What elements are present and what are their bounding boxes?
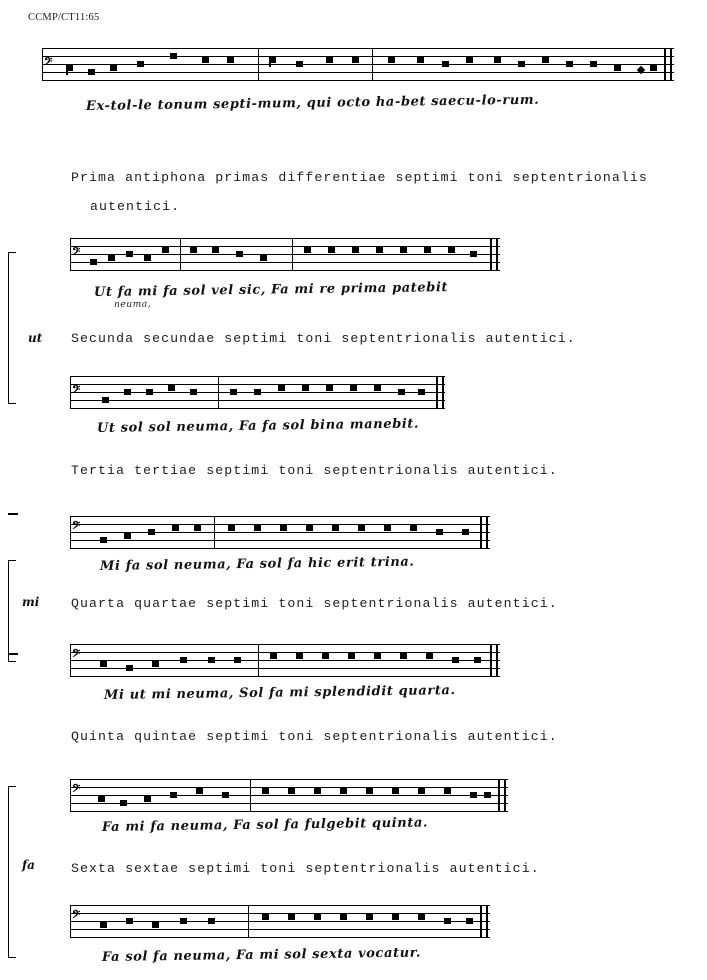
note [566, 61, 573, 67]
note [400, 247, 407, 253]
staff-system-7 [70, 905, 490, 939]
note [384, 525, 391, 531]
note [208, 918, 215, 924]
staff-line [70, 516, 490, 517]
note [180, 657, 187, 663]
note [152, 922, 159, 928]
staff-line [70, 811, 508, 812]
staff-line [70, 644, 500, 645]
barline-final [496, 238, 498, 271]
note [102, 397, 109, 403]
note [542, 57, 549, 63]
barline-final [486, 905, 488, 938]
lyrics-system-2: Ut fa mi fa sol vel sic, Fa mi re prima patebit [93, 280, 449, 300]
staff-system-2 [70, 238, 500, 272]
staff-system-3 [70, 376, 445, 410]
note [296, 653, 303, 659]
staff-system-6 [70, 779, 508, 813]
note [376, 247, 383, 253]
note [650, 65, 657, 71]
note [326, 57, 333, 63]
barline-final [664, 48, 666, 81]
margin-dash-top [8, 513, 18, 515]
margin-label-mi: mi [22, 595, 40, 609]
barline-final [490, 644, 492, 677]
barline [248, 905, 249, 938]
note [227, 57, 234, 63]
note [424, 247, 431, 253]
note [228, 525, 235, 531]
note [302, 385, 309, 391]
note [494, 57, 501, 63]
note [88, 69, 95, 75]
barline-final [490, 238, 492, 271]
note [352, 247, 359, 253]
clef-icon: 𝄢 [72, 783, 81, 798]
note [196, 788, 203, 794]
barline [218, 376, 219, 409]
note [322, 653, 329, 659]
barline-final [442, 376, 444, 409]
staff-line [70, 246, 500, 247]
barline-final [480, 516, 482, 549]
barline [372, 48, 373, 81]
note [222, 792, 229, 798]
note [418, 788, 425, 794]
note [448, 247, 455, 253]
lyrics-system-3: Ut sol sol neuma, Fa fa sol bina manebit. [96, 416, 420, 436]
note [306, 525, 313, 531]
note [254, 525, 261, 531]
note [260, 255, 267, 261]
note [110, 65, 117, 71]
staff-line [70, 652, 500, 653]
note [194, 525, 201, 531]
staff-line [70, 913, 490, 914]
note [374, 653, 381, 659]
barline [70, 779, 71, 812]
note [314, 788, 321, 794]
note [124, 389, 131, 395]
note [326, 385, 333, 391]
barline-final [480, 905, 482, 938]
staff-system-1 [42, 48, 674, 82]
barline-final [504, 779, 506, 812]
staff-line [42, 48, 674, 49]
clef-icon: 𝄢 [44, 56, 53, 71]
note [398, 389, 405, 395]
note [614, 65, 621, 71]
note [262, 788, 269, 794]
note [208, 657, 215, 663]
note [470, 792, 477, 798]
clef-icon: 𝄢 [72, 384, 81, 399]
note [418, 389, 425, 395]
note [98, 796, 105, 802]
note [170, 792, 177, 798]
rubric-sexta-line1: Sexta sextae septimi toni septentrionalis autentici. [71, 861, 540, 876]
staff-line [70, 921, 490, 922]
note [388, 57, 395, 63]
note [366, 914, 373, 920]
note [126, 251, 133, 257]
note [148, 529, 155, 535]
staff-line [70, 238, 500, 239]
margin-dash-bottom [8, 653, 18, 655]
note [146, 389, 153, 395]
note [254, 389, 261, 395]
note [90, 259, 97, 265]
note [288, 914, 295, 920]
note [352, 57, 359, 63]
note [418, 914, 425, 920]
barline [180, 238, 181, 271]
margin-bracket-fa [8, 786, 16, 958]
margin-label-ut: ut [28, 331, 43, 345]
note [417, 57, 424, 63]
margin-label-fa: fa [22, 858, 35, 872]
staff-line [70, 262, 500, 263]
barline-final [498, 779, 500, 812]
note [350, 385, 357, 391]
staff-line [70, 668, 500, 669]
staff-system-5 [70, 644, 500, 678]
note [262, 914, 269, 920]
clef-icon: 𝄢 [72, 648, 81, 663]
note [444, 918, 451, 924]
note [340, 914, 347, 920]
note [236, 251, 243, 257]
barline [70, 238, 71, 271]
note [144, 796, 151, 802]
clef-icon: 𝄢 [72, 246, 81, 261]
barline [250, 779, 251, 812]
staff-line [42, 80, 674, 81]
staff-line [70, 937, 490, 938]
note [230, 389, 237, 395]
staff-line [70, 270, 500, 271]
note [270, 653, 277, 659]
note-stem [269, 57, 271, 67]
note [168, 385, 175, 391]
staff-line [70, 676, 500, 677]
note [144, 255, 151, 261]
staff-line [70, 532, 490, 533]
note [180, 918, 187, 924]
note [234, 657, 241, 663]
margin-bracket-mi [8, 560, 16, 662]
note [332, 525, 339, 531]
note [444, 788, 451, 794]
barline [258, 644, 259, 677]
staff-system-4 [70, 516, 490, 550]
staff-line [70, 384, 445, 385]
staff-line [70, 803, 508, 804]
note [442, 61, 449, 67]
note [590, 61, 597, 67]
note [304, 247, 311, 253]
note [426, 653, 433, 659]
note [474, 657, 481, 663]
note [124, 533, 131, 539]
staff-line [70, 540, 490, 541]
note [162, 247, 169, 253]
barline [214, 516, 215, 549]
staff-line [70, 254, 500, 255]
barline-final [670, 48, 672, 81]
note [348, 653, 355, 659]
note [466, 918, 473, 924]
note [278, 385, 285, 391]
note [366, 788, 373, 794]
staff-line [70, 905, 490, 906]
note [374, 385, 381, 391]
note [100, 922, 107, 928]
note [518, 61, 525, 67]
note [202, 57, 209, 63]
barline [70, 905, 71, 938]
lyrics-system-6: Fa mi fa neuma, Fa sol fa fulgebit quinta. [101, 815, 429, 835]
note [126, 918, 133, 924]
barline [70, 516, 71, 549]
note [392, 788, 399, 794]
note [462, 529, 469, 535]
staff-line [70, 929, 490, 930]
note [470, 251, 477, 257]
barline [42, 48, 43, 81]
note [466, 57, 473, 63]
rubric-secunda-line1: Secunda secundae septimi toni septentrionalis autentici. [71, 331, 576, 346]
clef-icon: 𝄢 [72, 909, 81, 924]
note [190, 389, 197, 395]
rubric-prima-line1: Prima antiphona primas differentiae septimi toni septentrionalis [71, 170, 648, 185]
lyrics-system-2-secondary: neuma, [113, 299, 152, 310]
rubric-quarta-line1: Quarta quartae septimi toni septentrionalis autentici. [71, 596, 558, 611]
staff-line [42, 72, 674, 73]
note [190, 247, 197, 253]
margin-bracket-ut [8, 252, 16, 404]
barline [70, 644, 71, 677]
note [328, 247, 335, 253]
clef-icon: 𝄢 [72, 520, 81, 535]
lyrics-system-7: Fa sol fa neuma, Fa mi sol sexta vocatur. [101, 945, 422, 965]
staff-line [70, 376, 445, 377]
note [400, 653, 407, 659]
note [100, 537, 107, 543]
lyrics-system-4: Mi fa sol neuma, Fa sol fa hic erit trina. [99, 554, 415, 574]
note [288, 788, 295, 794]
rubric-quinta-line1: Quinta quintae septimi toni septentrionalis autentici. [71, 729, 558, 744]
staff-line [70, 660, 500, 661]
note [452, 657, 459, 663]
note [340, 788, 347, 794]
barline-final [486, 516, 488, 549]
note [280, 525, 287, 531]
note [126, 665, 133, 671]
note [100, 661, 107, 667]
rubric-tertia-line1: Tertia tertiae septimi toni septentrionalis autentici. [71, 463, 558, 478]
note [436, 529, 443, 535]
barline [258, 48, 259, 81]
staff-line [70, 548, 490, 549]
barline-final [496, 644, 498, 677]
staff-line [70, 400, 445, 401]
lyrics-system-5: Mi ut mi neuma, Sol fa mi splendidit quarta. [103, 683, 456, 703]
note-stem [66, 65, 68, 75]
note [484, 792, 491, 798]
note [296, 61, 303, 67]
staff-line [70, 408, 445, 409]
staff-line [70, 779, 508, 780]
note [152, 661, 159, 667]
note [137, 61, 144, 67]
lyrics-system-1: Ex-tol-le tonum septi-mum, qui octo ha-bet saecu-lo-rum. [85, 92, 540, 114]
note [212, 247, 219, 253]
shelfmark-label: CCMP/CT11:65 [28, 12, 100, 23]
staff-line [70, 795, 508, 796]
note [392, 914, 399, 920]
rubric-prima-line2: autentici. [90, 199, 181, 214]
note [314, 914, 321, 920]
barline-final [436, 376, 438, 409]
note [120, 800, 127, 806]
note [108, 255, 115, 261]
note [172, 525, 179, 531]
barline [292, 238, 293, 271]
barline [70, 376, 71, 409]
note [358, 525, 365, 531]
note [170, 53, 177, 59]
note [410, 525, 417, 531]
